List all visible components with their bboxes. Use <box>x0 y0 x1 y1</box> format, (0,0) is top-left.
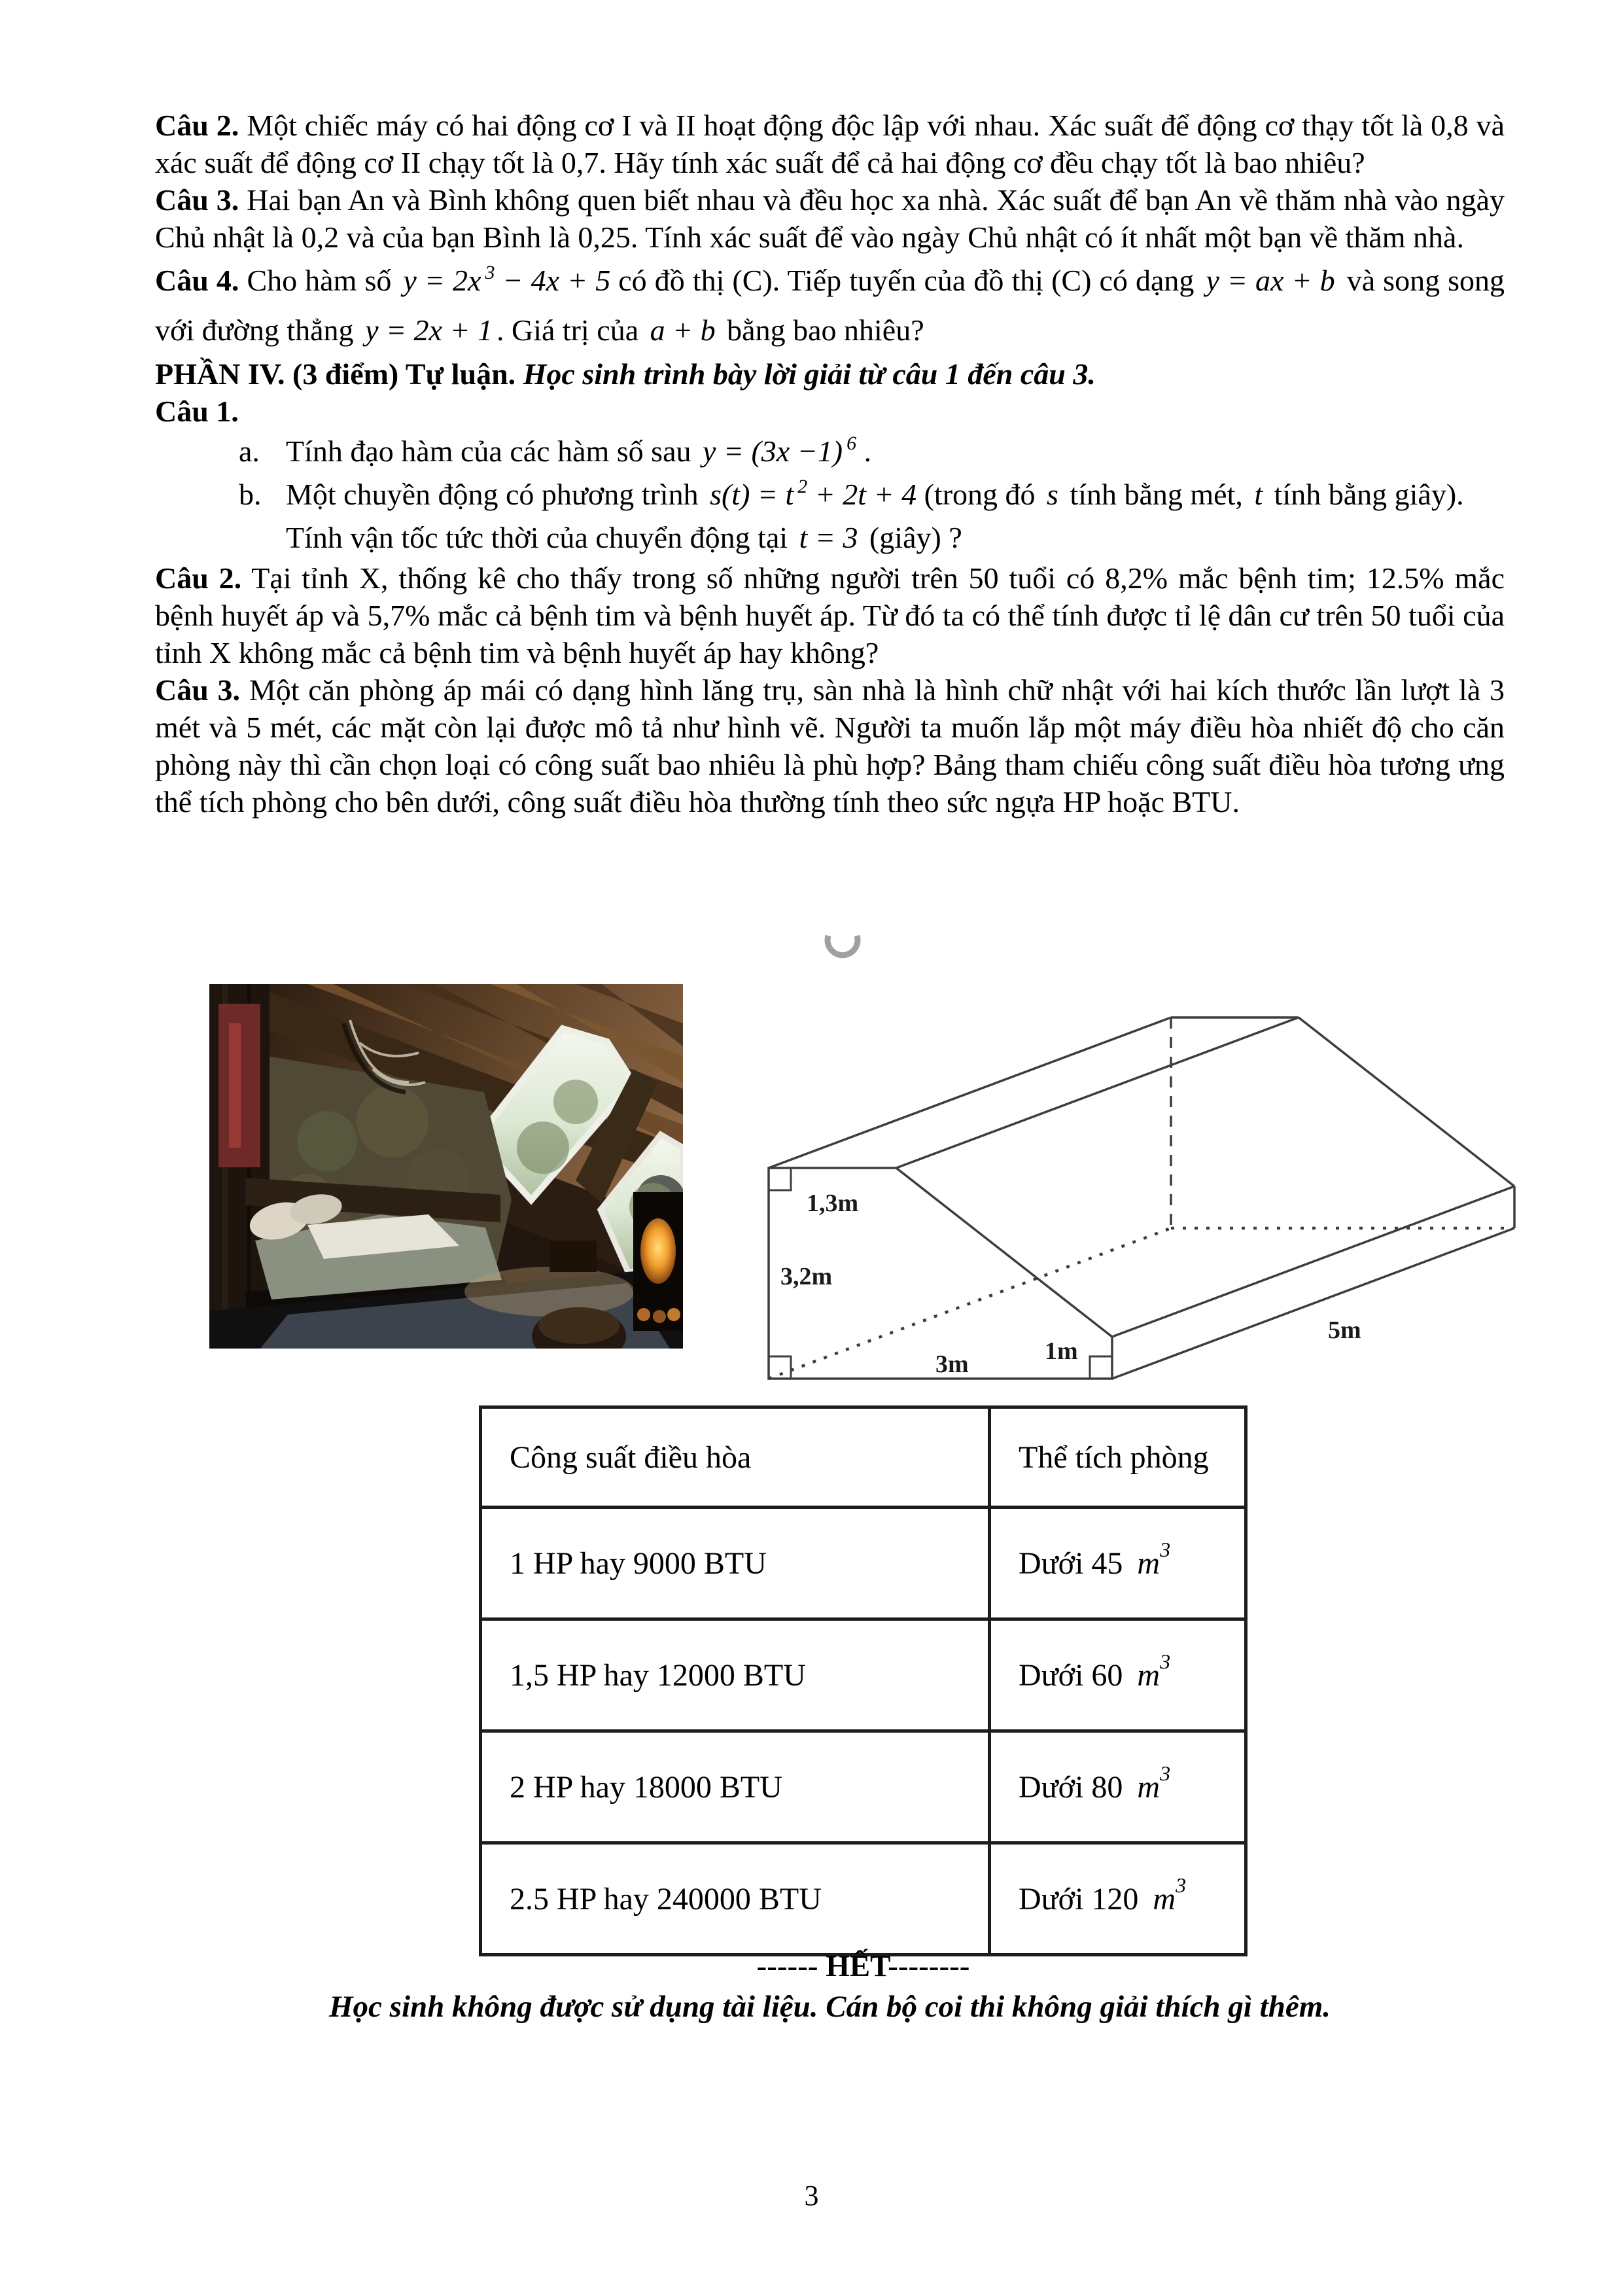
math-a-plus-b: a + b <box>650 313 716 347</box>
table-header-power: Công suất điều hòa <box>481 1407 990 1508</box>
unit-exponent: 3 <box>1160 1761 1171 1785</box>
question-3-text: Hai bạn An và Bình không quen biết nhau và đều học xa nhà. Xác suất để bạn An về thăm nhà vào ngày Chủ nhật là 0,2 và của bạn Bình là 0,25. Tính xác suất để vào ngày Chủ nhật có ít nhất một bạn về thăm nhà. <box>155 183 1505 254</box>
item-b-body <box>286 473 1505 559</box>
volume-text: Dưới 60 <box>1019 1657 1131 1693</box>
item-a <box>155 430 1505 473</box>
item-b <box>155 473 1505 559</box>
table-row <box>481 1619 1246 1731</box>
question-1-heading <box>155 393 1505 430</box>
question-2-part4 <box>155 559 1505 671</box>
cell-volume <box>990 1619 1246 1731</box>
math-var-s: s <box>1047 478 1058 511</box>
unit-m: m <box>1153 1881 1176 1916</box>
cell-volume <box>990 1843 1246 1955</box>
page-number: 3 <box>804 2180 819 2212</box>
table-header-row <box>481 1407 1246 1508</box>
part-4-instruction: Học sinh trình bày lời giải từ câu 1 đến câu 3. <box>515 357 1096 391</box>
math-tangent-form: y = ax + b <box>1206 264 1335 297</box>
cell-power: 2.5 HP hay 240000 BTU <box>481 1843 990 1955</box>
question-3-label: Câu 3. <box>155 183 239 217</box>
volume-text: Dưới 120 <box>1019 1881 1147 1916</box>
math-t-equals-3: t = 3 <box>799 521 858 554</box>
question-4-part3 <box>155 256 1505 355</box>
math-exponent-2: 2 <box>797 476 808 497</box>
item-b-marker: b. <box>239 478 262 511</box>
item-a-body <box>286 430 1505 473</box>
question-3-part4-text: Một căn phòng áp mái có dạng hình lăng trụ, sàn nhà là hình chữ nhật với hai kích thước lần lượt là 3 mét và 5 mét, các mặt còn lại được mô tả như hình vẽ. Người ta muốn lắp một máy điều hòa nhiết độ cho căn phòng này thì cần chọn loại có công suất bao nhiêu là phù hợp? Bảng tham chiếu công suất điều hòa tương ưng thể tích phòng cho bên dưới, công suất điều hòa thường tính theo sức ngựa HP hoặc BTU. <box>155 673 1505 819</box>
item-b-text-6: (giây) ? <box>862 521 962 554</box>
math-exponent-3: 3 <box>485 262 495 283</box>
unit-m: m <box>1137 1545 1161 1581</box>
question-2-part3 <box>155 107 1505 181</box>
unit-m: m <box>1137 1657 1161 1693</box>
item-b-text-3: tính bằng mét, <box>1062 478 1251 511</box>
question-4-text-3: và song song với đường thẳng <box>155 264 1505 347</box>
dim-label-1m: 1m <box>1045 1337 1078 1365</box>
question-2-part4-label: Câu 2. <box>155 561 242 595</box>
table-row <box>481 1508 1246 1619</box>
question-4-text-5: bằng bao nhiêu? <box>719 313 924 347</box>
dim-label-5m: 5m <box>1328 1316 1361 1344</box>
unit-exponent: 3 <box>1160 1537 1171 1561</box>
question-4-label: Câu 4. <box>155 264 239 297</box>
item-b-text-1: Một chuyền động có phương trình <box>286 478 707 511</box>
item-a-text-2: . <box>856 434 872 468</box>
footer-note: Học sinh không được sử dụng tài liệu. Cán bộ coi thi không giải thích gì thêm. <box>328 1990 1331 2024</box>
math-power-function: y = (3x −1) <box>703 434 843 468</box>
question-3-part3 <box>155 181 1505 256</box>
item-a-marker: a. <box>239 434 260 468</box>
part-4-label: PHẦN IV. (3 điểm) Tự luận. <box>155 357 516 391</box>
exam-text-column <box>155 107 1505 821</box>
cell-power: 1,5 HP hay 12000 BTU <box>481 1619 990 1731</box>
item-a-text-1: Tính đạo hàm của các hàm số sau <box>286 434 699 468</box>
attic-room-photo <box>209 984 683 1349</box>
item-b-text-4: tính bằng giây). <box>1266 478 1464 511</box>
question-2-part4-text: Tại tỉnh X, thống kê cho thấy trong số những người trên 50 tuổi có 8,2% mắc bệnh tim; 12.5% mắc bệnh huyết áp và 5,7% mắc cả bệnh tim và bệnh huyết áp. Từ đó ta có thể tính được tỉ lệ dân cư trên 50 tuổi của tỉnh X không mắc cả bệnh tim và bệnh huyết áp hay không? <box>155 561 1505 669</box>
cell-power: 2 HP hay 18000 BTU <box>481 1731 990 1843</box>
question-2-label: Câu 2. <box>155 109 239 142</box>
dim-label-3-2m: 3,2m <box>780 1263 833 1290</box>
end-marker: ------ HẾT-------- <box>756 1949 970 1983</box>
cell-power: 1 HP hay 9000 BTU <box>481 1508 990 1619</box>
volume-text: Dưới 45 <box>1019 1545 1131 1581</box>
math-exponent-6: 6 <box>846 433 857 454</box>
unit-m: m <box>1137 1769 1161 1805</box>
cell-volume <box>990 1731 1246 1843</box>
prism-diagram <box>749 952 1544 1381</box>
question-4-text-1: Cho hàm số <box>239 264 400 297</box>
math-cubic-function-rest: − 4x + 5 <box>495 264 611 297</box>
unit-exponent: 3 <box>1160 1649 1171 1673</box>
question-3-part4-label: Câu 3. <box>155 673 241 707</box>
unit-exponent: 3 <box>1176 1873 1187 1897</box>
question-4-text-4: . Giá trị của <box>496 313 646 347</box>
dim-label-1-3m: 1,3m <box>807 1190 859 1217</box>
volume-text: Dưới 80 <box>1019 1769 1131 1805</box>
table-row <box>481 1843 1246 1955</box>
question-1-label: Câu 1. <box>155 395 239 428</box>
question-2-text: Một chiếc máy có hai động cơ I và II hoạt động độc lập với nhau. Xác suất để động cơ thạy tốt là 0,8 và xác suất để động cơ II chạy tốt là 0,7. Hãy tính xác suất để cả hai động cơ đều chạy tốt là bao nhiêu? <box>155 109 1505 179</box>
question-4-text-2: có đồ thị (C). Tiếp tuyến của đồ thị (C) có dạng <box>610 264 1202 297</box>
table-row <box>481 1731 1246 1843</box>
item-b-text-5: Tính vận tốc tức thời của chuyển động tại <box>286 521 795 554</box>
item-b-text-2: (trong đó <box>916 478 1043 511</box>
question-3-part4 <box>155 671 1505 821</box>
dim-label-3m: 3m <box>935 1351 969 1378</box>
math-var-t: t <box>1254 478 1263 511</box>
math-motion-equation: s(t) = t <box>710 478 794 511</box>
cell-volume <box>990 1508 1246 1619</box>
table-header-volume: Thể tích phòng <box>990 1407 1246 1508</box>
ac-power-reference-table <box>479 1405 1248 1956</box>
math-cubic-function: y = 2x <box>403 264 481 297</box>
part-4-heading <box>155 355 1505 393</box>
math-parallel-line: y = 2x + 1 <box>365 313 493 347</box>
math-motion-equation-rest: + 2t + 4 <box>807 478 917 511</box>
